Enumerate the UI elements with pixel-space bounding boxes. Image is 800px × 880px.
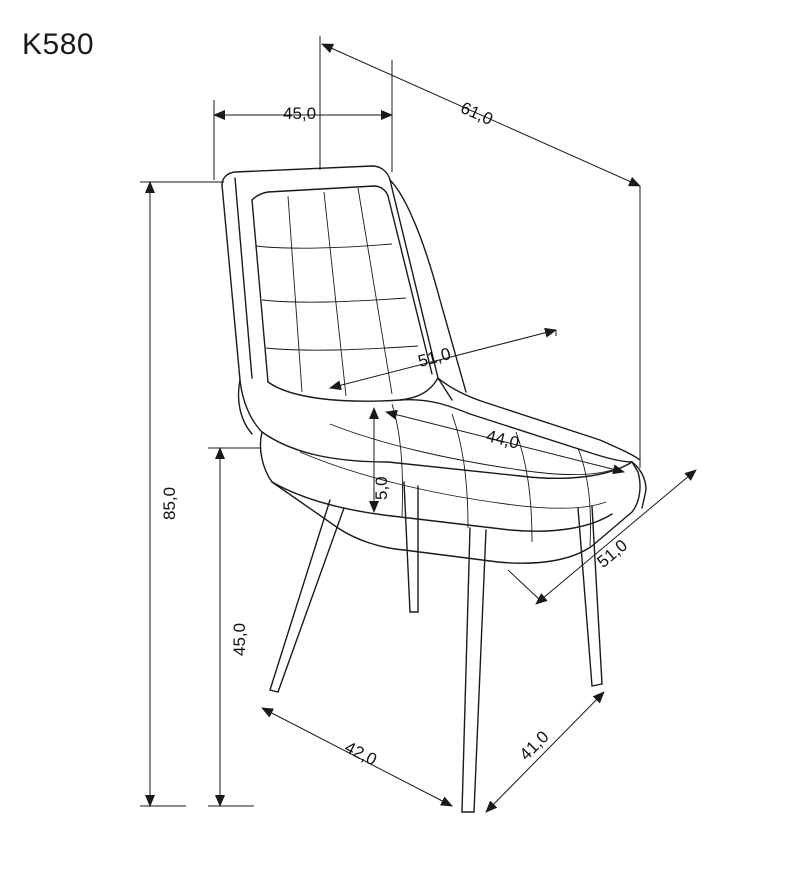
dim-label-seat-height: 45,0 [230, 622, 249, 656]
dim-label-backrest-width: 51,0 [415, 344, 453, 371]
dimension-lines [140, 36, 696, 812]
dim-label-seat-thickness: 5,0 [372, 476, 391, 500]
page-title: K580 [22, 28, 95, 61]
dim-label-seat-width-top: 45,0 [283, 104, 317, 123]
dim-label-overall-height: 85,0 [160, 486, 179, 520]
dim-label-leg-spread-side: 41,0 [515, 727, 553, 765]
dim-label-leg-spread-front: 42,0 [341, 737, 380, 770]
dim-label-seat-side-depth: 51,0 [593, 535, 632, 572]
seat-tufting [300, 404, 612, 546]
chair-legs [270, 482, 602, 812]
dim-label-seat-depth: 44,0 [484, 426, 522, 453]
dim-label-overall-depth-top: 61,0 [457, 98, 496, 129]
